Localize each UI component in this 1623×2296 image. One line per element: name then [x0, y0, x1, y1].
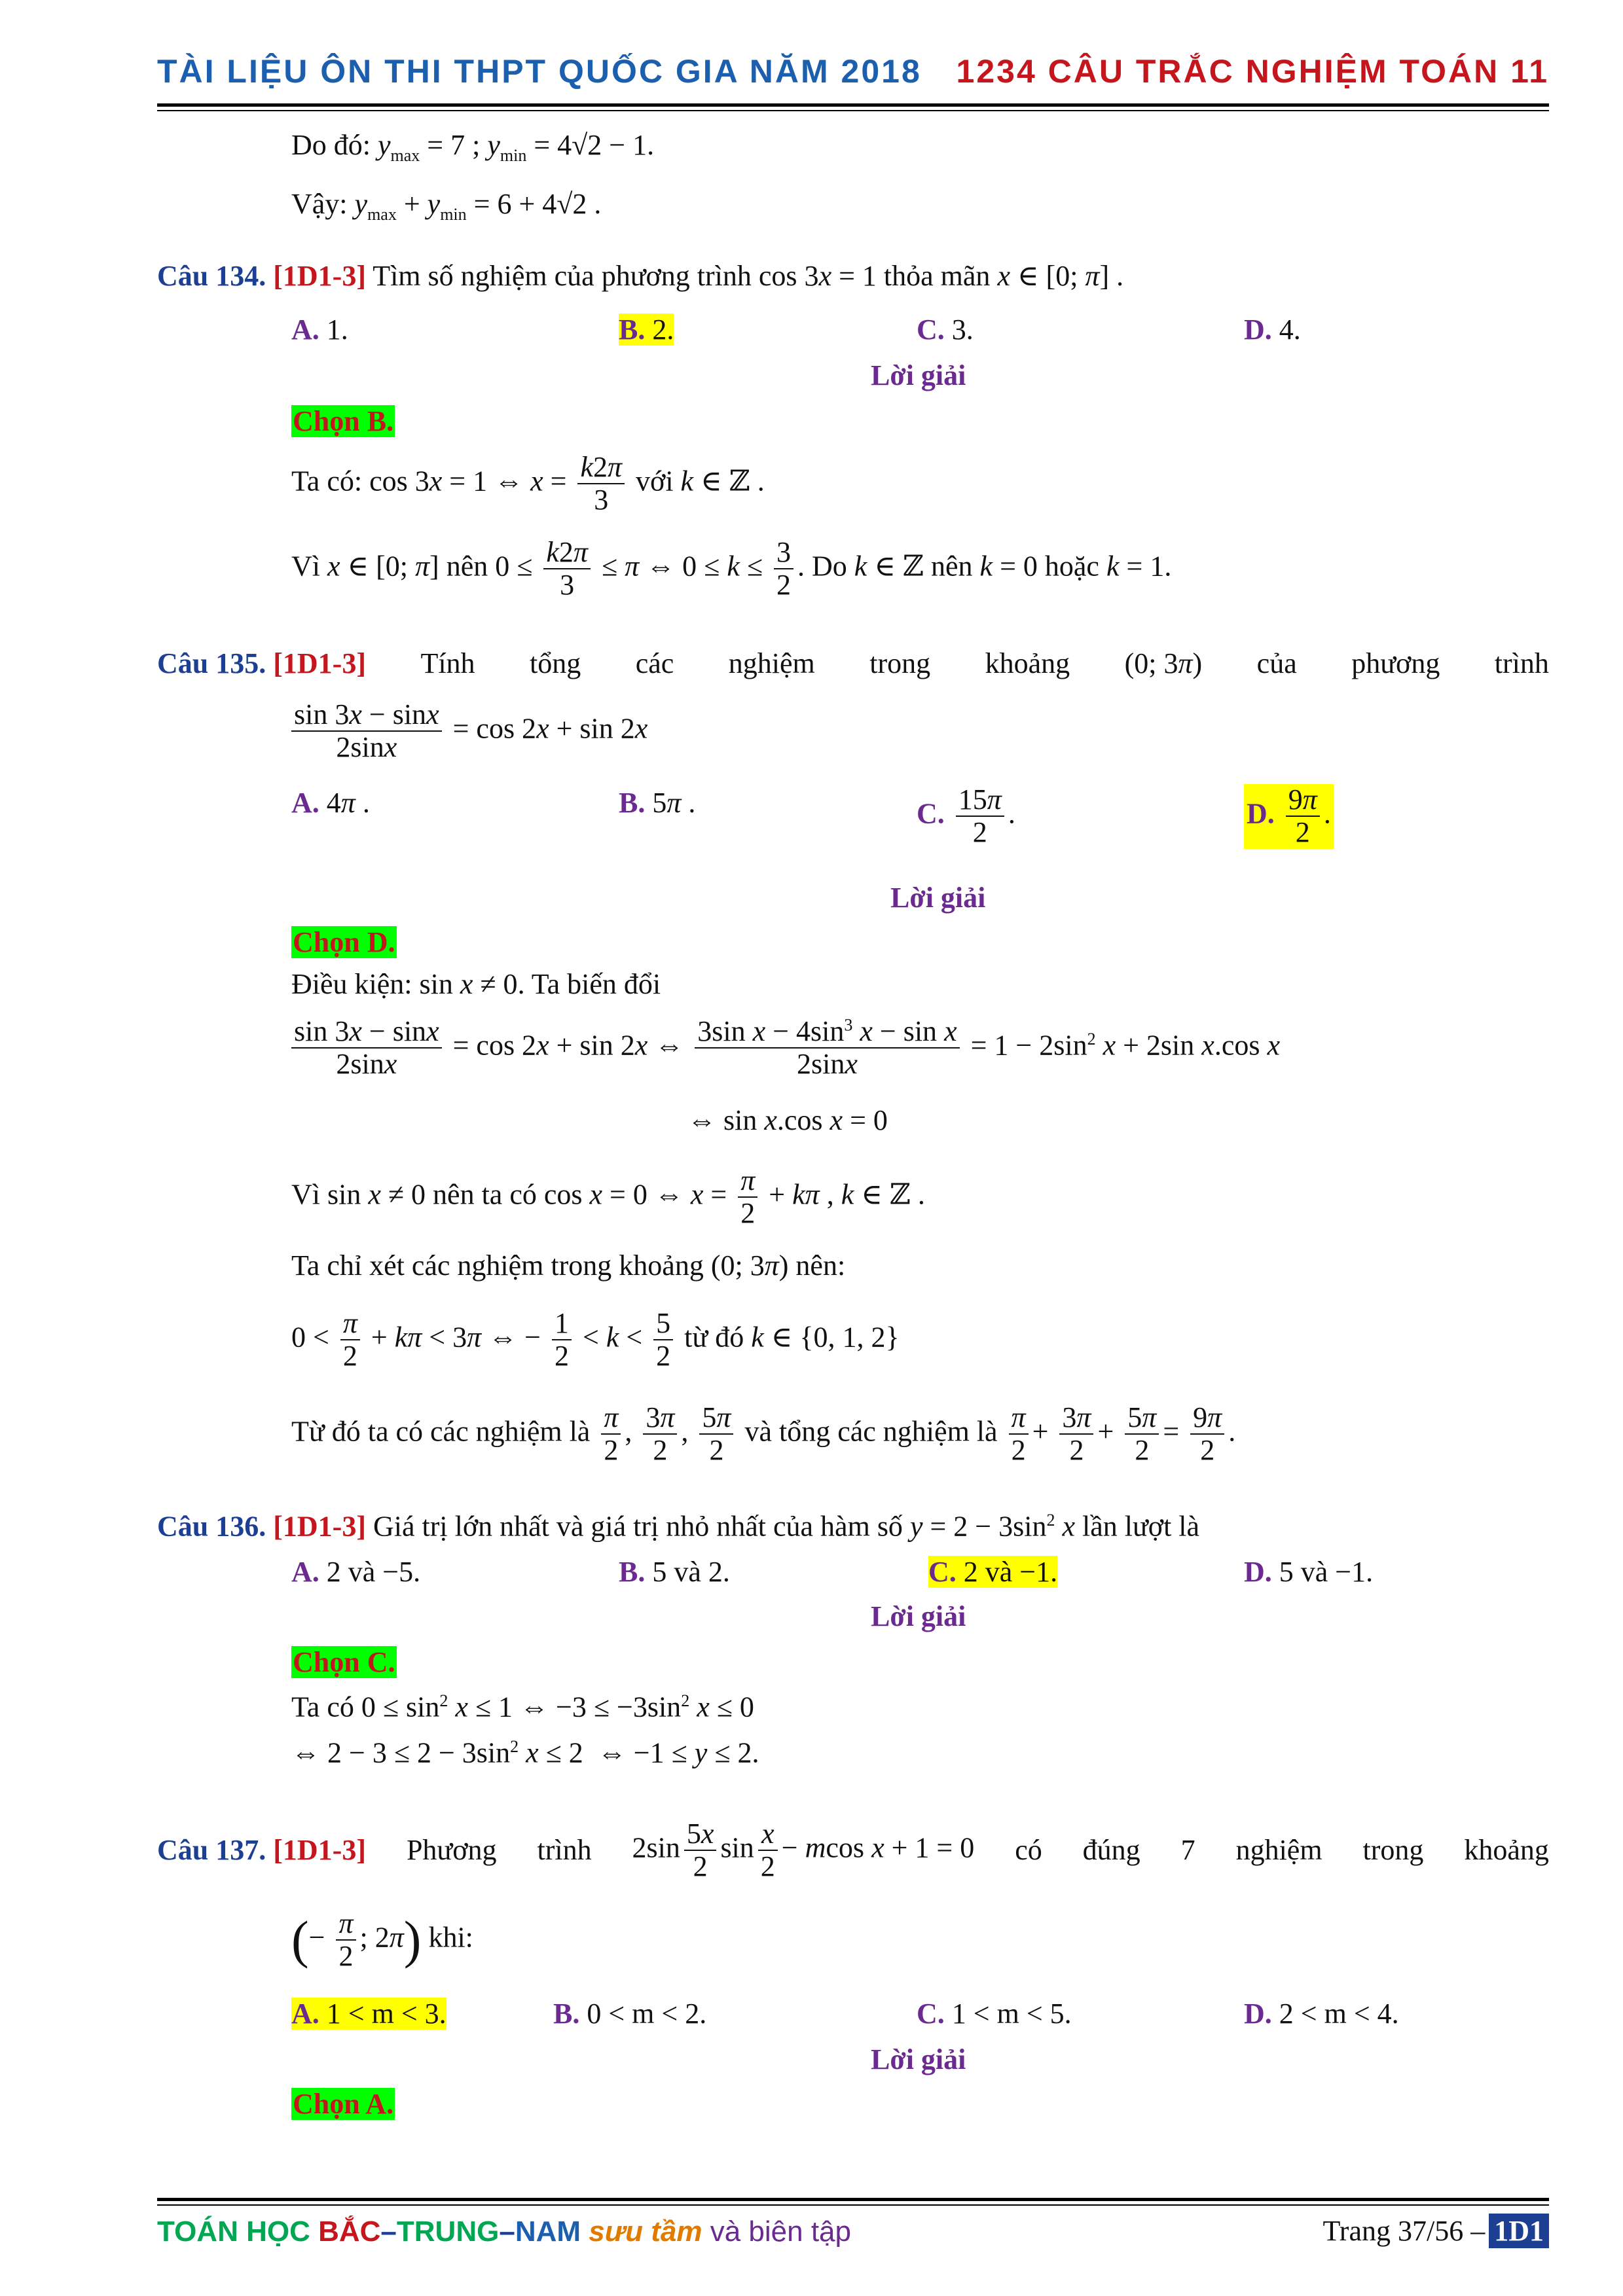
- prev-line-2: Vậy: $y_{max} + y_{min} = 6 + 4√2$ .: [291, 188, 602, 224]
- solution-line: 0 < $\frac{\pi}{2}$ + kπ < 3π ⇔ − $\frac{1}{2}$ < k < $\frac{5}{2}$ từ đó k ∈ {0, 1, 2}: [291, 1307, 900, 1372]
- solution-line: Điều kiện: sin x ≠ 0. Ta biến đổi: [291, 968, 661, 1000]
- prev-line-1: Do đó: $y_{max} = 7$ ; $y_{min} = 4√2 - 1$.: [291, 129, 655, 165]
- option-d: D. 5 và −1.: [1244, 1556, 1374, 1588]
- footer-rule-thin: [157, 2204, 1549, 2206]
- question-number: Câu 136.: [157, 1510, 266, 1543]
- solution-title: Lời giải: [890, 882, 986, 914]
- option-c: C. 3.: [917, 314, 974, 346]
- solution-line: $\frac{\sin 3x - \sin x}{2\sin x}$ = cos 2x + sin 2x ⇔ $\frac{3\sin x - 4\sin^3 x - \sin x}{2\sin x}$ = $1 - 2\sin^2$ x + 2sin x.cos x: [291, 1016, 1280, 1081]
- page-number: Trang 37/56 – 1D1: [1322, 2214, 1549, 2248]
- option-b: B. 0 < m < 2.: [553, 1998, 707, 2030]
- option-a: A. 4π .: [291, 787, 370, 819]
- option-a: A. 1.: [291, 314, 348, 346]
- solution-title: Lời giải: [871, 2043, 966, 2075]
- question-number: Câu 137.: [157, 1834, 266, 1867]
- footer-credit: TOÁN HỌC BẮC–TRUNG–NAM sưu tầm và biên tập: [157, 2215, 851, 2248]
- solution-line: Vì x ∈ [0; π] nên 0 ≤ $\frac{k2\pi}{3}$ ≤ π ⇔ 0 ≤ k ≤ $\frac{3}{2}$ . Do k ∈ ℤ nên k = 0 hoặc k = 1.: [291, 536, 1172, 601]
- option-d: D. 4.: [1244, 314, 1301, 346]
- solution-line: Ta có: cos 3x = 1 ⇔ x = $\frac{k2\pi}{3}$ với k ∈ ℤ .: [291, 451, 765, 516]
- solution-title: Lời giải: [871, 359, 966, 391]
- question-135: Câu 135. [1D1-3] Tính tổng các nghiệm trong khoảng (0; 3π) của phương trình: [157, 647, 1549, 679]
- option-c: C. 2 và −1.: [928, 1556, 1058, 1588]
- solution-line: Ta chỉ xét các nghiệm trong khoảng (0; 3π) nên:: [291, 1249, 846, 1282]
- option-d: D. $\frac{9\pi}{2}$ .: [1244, 784, 1334, 849]
- option-b: B. 2.: [619, 314, 674, 346]
- answer-choice: Chọn C.: [293, 1646, 395, 1678]
- question-number: Câu 135.: [157, 647, 266, 679]
- question-137: Câu 137. [1D1-3] Phương trình 2sin $\frac{5x}{2}$ sin $\frac{x}{2}$ − mcos x + 1 = 0 có đúng 7 nghiệm trong khoảng: [157, 1818, 1549, 1883]
- option-b: B. 5π .: [619, 787, 696, 819]
- option-d: D. 2 < m < 4.: [1244, 1998, 1399, 2030]
- option-c: C. $\frac{15\pi}{2}$ .: [917, 783, 1015, 849]
- option-c: C. 1 < m < 5.: [917, 1998, 1072, 2030]
- solution-line: (− $\frac{\pi}{2}$ ; 2π) khi:: [291, 1907, 473, 1973]
- question-tag: [1D1-3]: [273, 260, 366, 292]
- option-a: A. 1 < m < 3.: [291, 1998, 447, 2030]
- solution-line: Ta có $0 \le \sin^2 x \le 1$ ⇔ $-3 \le -3\sin^2$ x ≤ 0: [291, 1691, 754, 1723]
- answer-choice: Chọn B.: [293, 405, 394, 437]
- header-rule: [157, 103, 1549, 107]
- question-134: Câu 134. [1D1-3] Tìm số nghiệm của phương trình cos 3x = 1 thỏa mãn x ∈ [0; π] .: [157, 260, 1124, 292]
- header-title-left: TÀI LIỆU ÔN THI THPT QUỐC GIA NĂM 2018: [157, 53, 922, 90]
- header-rule-thin: [157, 110, 1549, 111]
- answer-choice: Chọn D.: [293, 926, 395, 958]
- solution-line: Từ đó ta có các nghiệm là $\frac{\pi}{2}$ , $\frac{3\pi}{2}$ , $\frac{5\pi}{2}$ và tổng các nghiệm là $\frac{\pi}{2}$ + $\frac{3\pi}{2}$ + $\frac{5\pi}{2}$ = $\frac{9\pi}{2}$ .: [291, 1401, 1236, 1467]
- question-136: Câu 136. [1D1-3] Giá trị lớn nhất và giá trị nhỏ nhất của hàm số $y = 2 - 3\sin^2$ x lần lượt là: [157, 1510, 1200, 1543]
- footer-rule: [157, 2198, 1549, 2201]
- option-a: A. 2 và −5.: [291, 1556, 421, 1588]
- answer-choice: Chọn A.: [293, 2088, 394, 2120]
- question-tag: [1D1-3]: [273, 1510, 366, 1543]
- page-code-badge: 1D1: [1489, 2214, 1549, 2248]
- solution-line: ⇔ $2 - 3 \le 2 - 3\sin^2$ x ≤ 2 ⇔ −1 ≤ y ≤ 2.: [291, 1736, 759, 1769]
- solution-line: ⇔ sin x.cos x = 0: [687, 1104, 888, 1136]
- solution-title: Lời giải: [871, 1600, 966, 1632]
- equation: $\frac{\sin 3x - \sin x}{2\sin x}$ = cos 2x + sin 2x: [291, 699, 647, 764]
- question-tag: [1D1-3]: [273, 1834, 366, 1867]
- question-tag: [1D1-3]: [273, 647, 366, 679]
- option-b: B. 5 và 2.: [619, 1556, 730, 1588]
- header-title-right: 1234 CÂU TRẮC NGHIỆM TOÁN 11: [956, 53, 1549, 90]
- question-number: Câu 134.: [157, 260, 266, 292]
- solution-line: Vì sin x ≠ 0 nên ta có cos x = 0 ⇔ x = $\frac{\pi}{2}$ + kπ , k ∈ ℤ .: [291, 1164, 925, 1230]
